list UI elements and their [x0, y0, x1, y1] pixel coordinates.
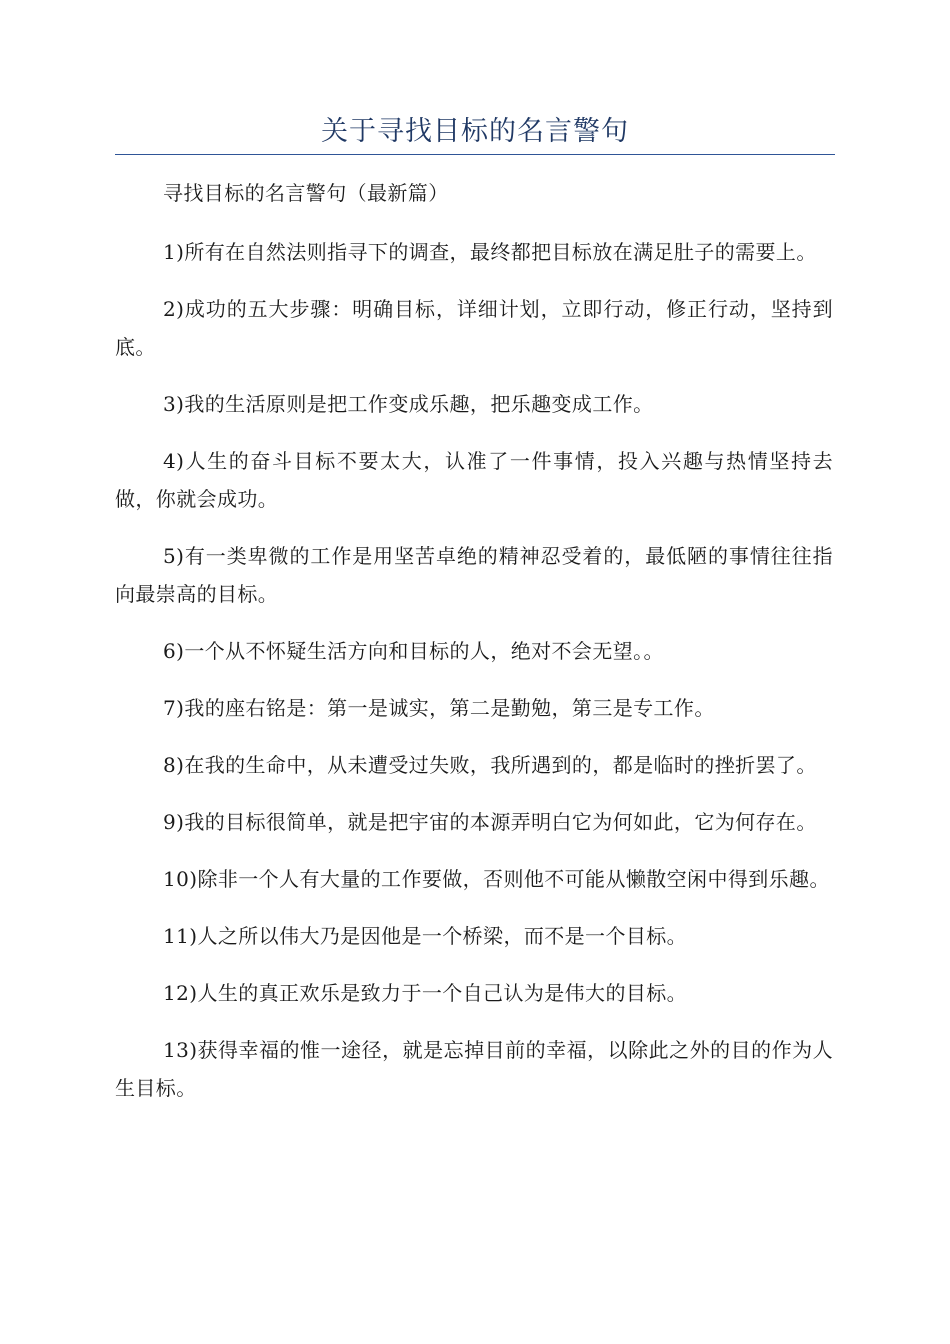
quote-paragraph: 7)我的座右铭是：第一是诚实，第二是勤勉，第三是专工作。: [163, 696, 715, 720]
quote-paragraph: 3)我的生活原则是把工作变成乐趣，把乐趣变成工作。: [163, 392, 654, 416]
quote-paragraph: 10)除非一个人有大量的工作要做，否则他不可能从懒散空闲中得到乐趣。: [163, 867, 830, 891]
quote-paragraph: 11)人之所以伟大乃是因他是一个桥梁，而不是一个目标。: [163, 924, 688, 948]
document-body: [115, 174, 833, 1126]
quote-paragraph: 4)人生的奋斗目标不要太大，认准了一件事情，投入兴趣与热情坚持去做，你就会成功。: [115, 449, 833, 511]
quote-paragraph: 13)获得幸福的惟一途径，就是忘掉目前的幸福，以除此之外的目的作为人生目标。: [115, 1038, 833, 1100]
quote-paragraph: 6)一个从不怀疑生活方向和目标的人，绝对不会无望。。: [163, 639, 664, 663]
quote-paragraph: 1)所有在自然法则指寻下的调查，最终都把目标放在满足肚子的需要上。: [163, 240, 817, 264]
quote-paragraph: 2)成功的五大步骤：明确目标，详细计划，立即行动，修正行动，坚持到底。: [115, 297, 833, 359]
quote-paragraph: 5)有一类卑微的工作是用坚苦卓绝的精神忍受着的，最低陋的事情往往指向最崇高的目标。: [115, 544, 833, 606]
page-title: 关于寻找目标的名言警句: [321, 116, 629, 147]
quote-paragraph: 8)在我的生命中，从未遭受过失败，我所遇到的，都是临时的挫折罢了。: [163, 753, 817, 777]
quote-paragraph: 9)我的目标很简单，就是把宇宙的本源弄明白它为何如此，它为何存在。: [163, 810, 817, 834]
title-underline: [115, 154, 835, 155]
intro-paragraph: 寻找目标的名言警句（最新篇）: [163, 181, 449, 205]
quote-paragraph: 12)人生的真正欢乐是致力于一个自己认为是伟大的目标。: [163, 981, 688, 1005]
